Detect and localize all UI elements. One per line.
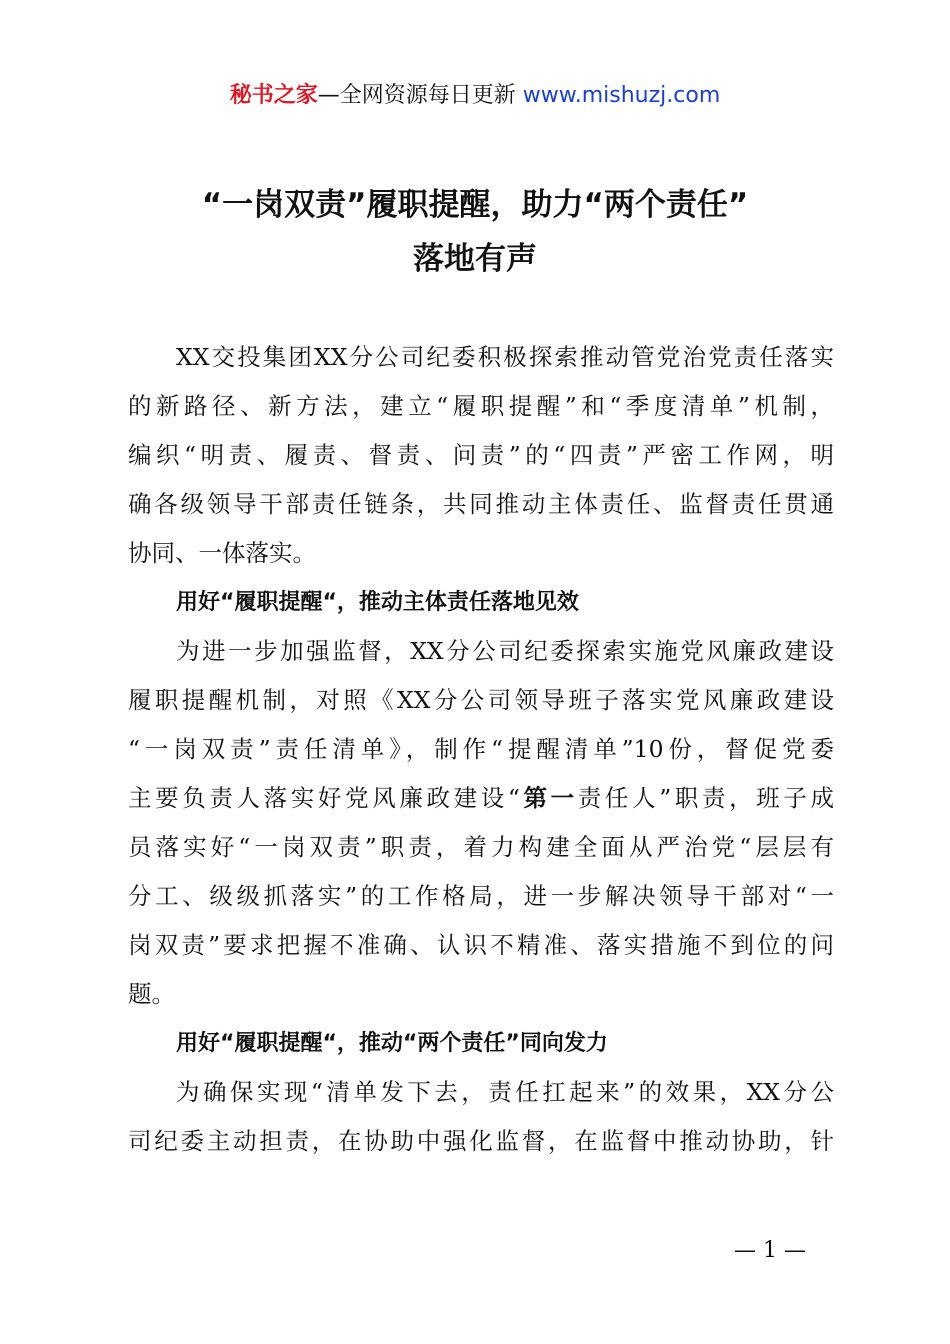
title-line-1: “一岗双责”履职提醒，助力“两个责任” — [201, 187, 749, 223]
paragraph-line: 协同、一体落实。 — [128, 539, 316, 567]
bold-text: 第一 — [519, 784, 578, 812]
banner-slogan: —全网资源每日更新 — [317, 83, 523, 108]
paragraph-line: 题。 — [128, 980, 175, 1008]
paragraph-line: 员落实好“一岗双责”职责，着力构建全面从严治党“层层有 — [128, 833, 834, 861]
paragraph-line: 确各级领导干部责任链条，共同推动主体责任、监督责任贯通 — [128, 490, 834, 518]
paragraph-section-1 — [128, 627, 834, 1019]
banner-url-link[interactable]: www.mishuzj.com — [522, 83, 721, 108]
banner-brand: 秘书之家 — [229, 83, 318, 108]
document-body — [128, 333, 834, 1166]
document-title — [100, 178, 850, 286]
line-text: 责任人”职责，班子成 — [577, 784, 835, 812]
paragraph-line: 编织“明责、履责、督责、问责”的“四责”严密工作网，明 — [128, 441, 834, 469]
paragraph-section-2 — [128, 1068, 834, 1166]
page-number: — 1 — — [734, 1238, 806, 1263]
title-line-2: 落地有声 — [413, 241, 537, 277]
paragraph-line: XX交投集团XX分公司纪委积极探索推动管党治党责任落实 — [176, 343, 834, 371]
paragraph-line: 的新路径、新方法，建立“履职提醒”和“季度清单”机制， — [128, 392, 834, 420]
paragraph-line: 司纪委主动担责，在协助中强化监督，在监督中推动协助，针 — [128, 1127, 834, 1155]
line-text: 主要负责人落实好党风廉政建设“ — [128, 784, 520, 812]
paragraph-line: 分工、级级抓落实”的工作格局，进一步解决领导干部对“一 — [128, 882, 834, 910]
paragraph-line: “一岗双责”责任清单》，制作“提醒清单”10份，督促党委 — [128, 735, 834, 763]
paragraph-line: 岗双责”要求把握不准确、认识不精准、落实措施不到位的问 — [128, 931, 834, 959]
paragraph-line: 为进一步加强监督，XX分公司纪委探索实施党风廉政建设 — [176, 637, 834, 665]
site-banner — [0, 80, 950, 112]
paragraph-line — [128, 774, 834, 823]
section-heading-1: 用好“履职提醒“，推动主体责任落地见效 — [176, 590, 579, 615]
paragraph-intro — [128, 333, 834, 578]
section-heading-2: 用好“履职提醒“，推动“两个责任”同向发力 — [176, 1031, 608, 1056]
paragraph-line: 履职提醒机制，对照《XX分公司领导班子落实党风廉政建设 — [128, 686, 834, 714]
paragraph-line: 为确保实现“清单发下去，责任扛起来”的效果，XX分公 — [176, 1078, 834, 1106]
